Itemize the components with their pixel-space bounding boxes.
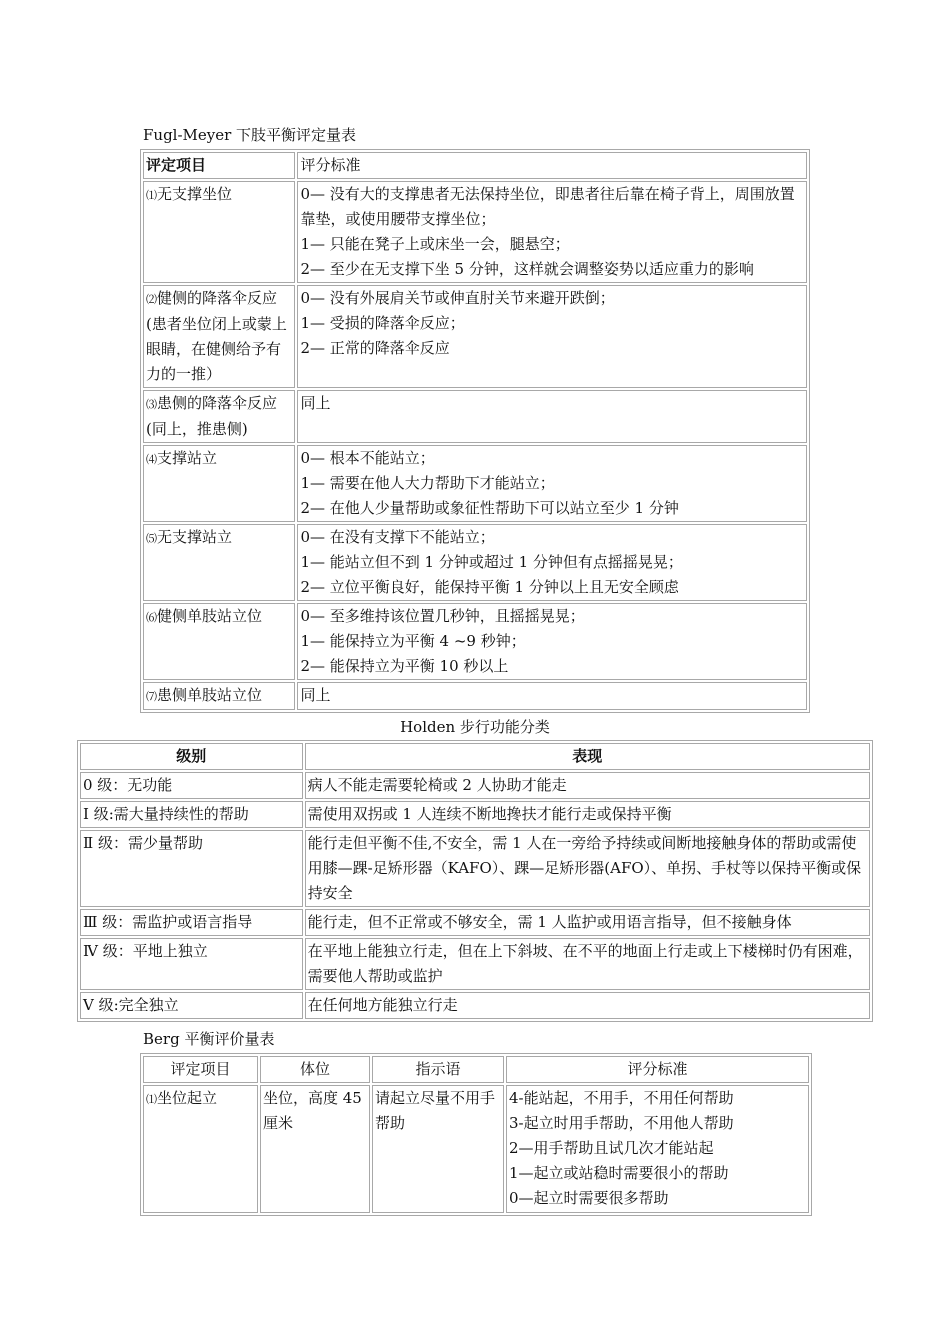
table-header-row [143, 152, 807, 179]
item-number: ⑷ [146, 453, 157, 466]
item-number: ⑴ [146, 1093, 157, 1106]
criteria-line: 同上 [300, 686, 331, 704]
item-label: 患侧单肢站立位 [157, 686, 263, 704]
table-header-row [143, 1056, 809, 1083]
berg-table [140, 1053, 812, 1216]
header-cell-position: 体位 [260, 1056, 370, 1083]
criteria-line: 0— 在没有支撑下不能站立； [300, 528, 495, 546]
criteria-line: 2— 在他人少量帮助或象征性帮助下可以站立至少 1 分钟 [300, 499, 679, 517]
item-cell [143, 603, 295, 680]
level-cell: Ⅰ 级:需大量持续性的帮助 [80, 801, 303, 828]
table-row [143, 524, 807, 601]
item-label: 支撑站立 [157, 449, 218, 467]
instruction-cell: 请起立尽量不用手帮助 [372, 1085, 504, 1213]
level-cell: Ⅲ 级：需监护或语言指导 [80, 909, 303, 936]
criteria-cell [297, 445, 807, 522]
description-cell: 能行走但平衡不佳,不安全，需 1 人在一旁给予持续或间断地接触身体的帮助或需使用膝—踝-足矫形器（KAFO）、踝—足矫形器(AFO）、单拐、手杖等以保持平衡或保持安全 [305, 830, 870, 907]
item-label: 无支撑站立 [157, 528, 233, 546]
table-row [80, 772, 870, 799]
criteria-cell [506, 1085, 809, 1213]
item-label: 无支撑坐位 [157, 185, 233, 203]
description-cell: 需使用双拐或 1 人连续不断地搀扶才能行走或保持平衡 [305, 801, 870, 828]
criteria-cell [297, 682, 807, 710]
item-number: ⑸ [146, 532, 157, 545]
header-cell-level: 级别 [80, 743, 303, 770]
table-row [80, 830, 870, 907]
criteria-line: 1— 受损的降落伞反应； [300, 314, 465, 332]
table-row [143, 682, 807, 710]
criteria-line: 2—用手帮助且试几次才能站起 [509, 1139, 714, 1157]
position-cell: 坐位，高度 45 厘米 [260, 1085, 370, 1213]
criteria-line: 2— 至少在无支撑下坐 5 分钟，这样就会调整姿势以适应重力的影响 [300, 260, 754, 278]
criteria-line: 1— 能保持立为平衡 4 ~9 秒钟； [300, 632, 526, 650]
criteria-cell [297, 603, 807, 680]
berg-title: Berg 平衡评价量表 [143, 1030, 275, 1048]
holden-title: Holden 步行功能分类 [400, 718, 550, 736]
item-cell [143, 285, 295, 388]
item-cell [143, 524, 295, 601]
header-cell-instruction: 指示语 [372, 1056, 504, 1083]
table-row [80, 938, 870, 990]
criteria-cell [297, 524, 807, 601]
header-cell-item: 评定项目 [143, 1056, 258, 1083]
criteria-line: 2— 立位平衡良好，能保持平衡 1 分钟以上且无安全顾虑 [300, 578, 679, 596]
header-cell-item: 评定项目 [143, 152, 295, 179]
table-row [143, 1085, 809, 1213]
item-number: ⑶ [146, 398, 157, 411]
criteria-line: 2— 正常的降落伞反应 [300, 339, 450, 357]
description-cell: 在任何地方能独立行走 [305, 992, 870, 1019]
table-row [143, 603, 807, 680]
table-row [80, 992, 870, 1019]
table-row [143, 181, 807, 283]
table-header-row [80, 743, 870, 770]
criteria-line: 0— 没有外展肩关节或伸直肘关节来避开跌倒； [300, 289, 615, 307]
fugl-meyer-title: Fugl-Meyer 下肢平衡评定量表 [143, 126, 357, 144]
criteria-cell [297, 390, 807, 443]
criteria-line: 同上 [300, 394, 331, 412]
level-cell: Ⅴ 级:完全独立 [80, 992, 303, 1019]
item-label: 健侧单肢站立位 [157, 607, 263, 625]
criteria-line: 1— 只能在凳子上或床坐一会，腿悬空； [300, 235, 570, 253]
criteria-line: 1— 能站立但不到 1 分钟或超过 1 分钟但有点摇摇晃晃； [300, 553, 683, 571]
criteria-line: 0—起立时需要很多帮助 [509, 1189, 669, 1207]
level-cell: 0 级：无功能 [80, 772, 303, 799]
item-cell [143, 1085, 258, 1213]
criteria-line: 0— 没有大的支撑患者无法保持坐位，即患者往后靠在椅子背上，周围放置靠垫，或使用腰带支撑坐位； [300, 185, 795, 228]
criteria-line: 2— 能保持立为平衡 10 秒以上 [300, 657, 509, 675]
header-cell-criteria: 评分标准 [506, 1056, 809, 1083]
item-label: 坐位起立 [157, 1089, 218, 1107]
item-cell [143, 682, 295, 710]
table-row [80, 801, 870, 828]
item-label: 患侧的降落伞反应(同上，推患侧) [146, 394, 278, 438]
holden-table [77, 740, 873, 1022]
criteria-line: 1— 需要在他人大力帮助下才能站立； [300, 474, 555, 492]
item-label: 健侧的降落伞反应(患者坐位闭上或蒙上眼睛，在健侧给予有力的一推） [146, 289, 287, 383]
criteria-cell [297, 285, 807, 388]
item-number: ⑵ [146, 293, 157, 306]
item-number: ⑺ [146, 690, 157, 703]
item-number: ⑴ [146, 189, 157, 202]
item-cell [143, 390, 295, 443]
header-cell-criteria: 评分标准 [297, 152, 807, 179]
item-number: ⑹ [146, 611, 157, 624]
criteria-line: 4-能站起，不用手，不用任何帮助 [509, 1089, 734, 1107]
table-row [80, 909, 870, 936]
criteria-line: 0— 至多维持该位置几秒钟，且摇摇晃晃； [300, 607, 585, 625]
criteria-line: 3-起立时用手帮助，不用他人帮助 [509, 1114, 734, 1132]
description-cell: 病人不能走需要轮椅或 2 人协助才能走 [305, 772, 870, 799]
criteria-line: 0— 根本不能站立； [300, 449, 435, 467]
description-cell: 在平地上能独立行走，但在上下斜坡、在不平的地面上行走或上下楼梯时仍有困难，需要他人帮助或监护 [305, 938, 870, 990]
level-cell: Ⅱ 级：需少量帮助 [80, 830, 303, 907]
item-cell [143, 181, 295, 283]
criteria-line: 1—起立或站稳时需要很小的帮助 [509, 1164, 729, 1182]
table-row [143, 390, 807, 443]
header-cell-description: 表现 [305, 743, 870, 770]
item-cell [143, 445, 295, 522]
table-row [143, 445, 807, 522]
criteria-cell [297, 181, 807, 283]
level-cell: Ⅳ 级：平地上独立 [80, 938, 303, 990]
fugl-meyer-table [140, 149, 810, 713]
description-cell: 能行走，但不正常或不够安全，需 1 人监护或用语言指导，但不接触身体 [305, 909, 870, 936]
table-row [143, 285, 807, 388]
